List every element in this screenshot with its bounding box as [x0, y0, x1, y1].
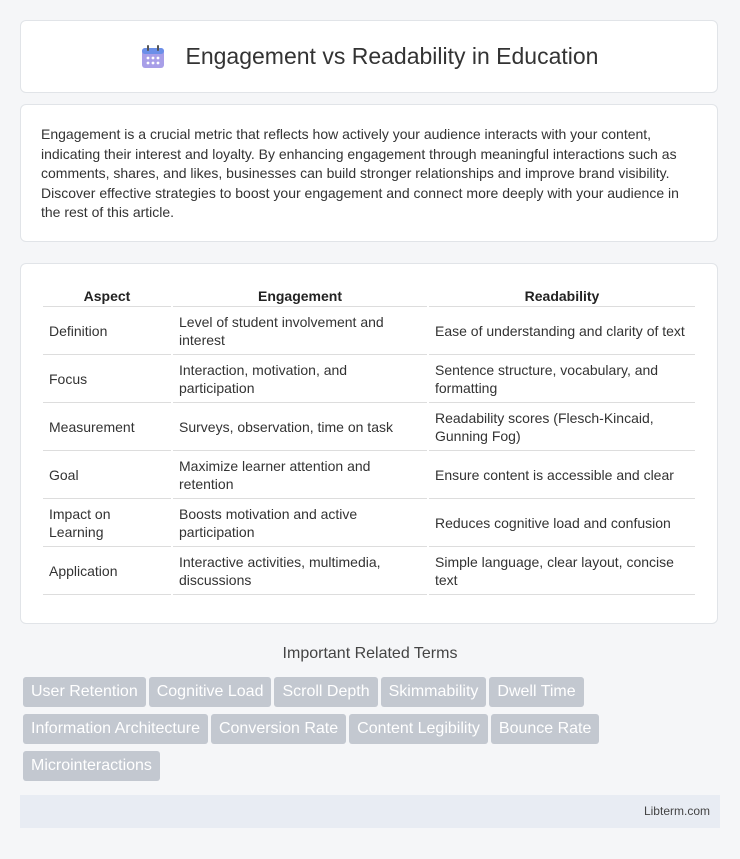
table-cell: Measurement	[43, 403, 171, 451]
table-cell: Application	[43, 547, 171, 595]
header-engagement: Engagement	[173, 284, 427, 307]
related-term-tag[interactable]: Dwell Time	[489, 677, 583, 707]
table-row	[43, 547, 695, 595]
calendar-icon	[140, 44, 166, 70]
header-readability: Readability	[429, 284, 695, 307]
table-row	[43, 451, 695, 499]
table-cell: Ease of understanding and clarity of text	[429, 307, 695, 355]
table-cell: Goal	[43, 451, 171, 499]
related-terms-list	[23, 677, 723, 788]
table-cell: Maximize learner attention and retention	[173, 451, 427, 499]
table-cell: Interactive activities, multimedia, discussions	[173, 547, 427, 595]
table-cell: Ensure content is accessible and clear	[429, 451, 695, 499]
page-title: Engagement vs Readability in Education	[185, 43, 599, 69]
related-term-tag[interactable]: Content Legibility	[349, 714, 488, 744]
header-aspect: Aspect	[43, 284, 171, 307]
intro-card	[20, 104, 718, 242]
table-row	[43, 499, 695, 547]
table-row	[43, 355, 695, 403]
footer-site-link[interactable]: Libterm.com	[643, 804, 710, 818]
table-cell: Sentence structure, vocabulary, and formatting	[429, 355, 695, 403]
table-cell: Readability scores (Flesch-Kincaid, Gunning Fog)	[429, 403, 695, 451]
table-cell: Focus	[43, 355, 171, 403]
table-cell: Definition	[43, 307, 171, 355]
table-cell: Level of student involvement and interest	[173, 307, 427, 355]
related-term-tag[interactable]: User Retention	[23, 677, 146, 707]
table-cell: Boosts motivation and active participation	[173, 499, 427, 547]
related-term-tag[interactable]: Information Architecture	[23, 714, 208, 744]
table-cell: Impact on Learning	[43, 499, 171, 547]
footer	[20, 795, 720, 828]
related-term-tag[interactable]: Scroll Depth	[274, 677, 377, 707]
related-term-tag[interactable]: Microinteractions	[23, 751, 160, 781]
related-terms-title: Important Related Terms	[282, 645, 458, 662]
table-row	[43, 403, 695, 451]
comparison-table	[41, 284, 697, 595]
table-cell: Surveys, observation, time on task	[173, 403, 427, 451]
table-cell: Simple language, clear layout, concise text	[429, 547, 695, 595]
related-term-tag[interactable]: Conversion Rate	[211, 714, 346, 744]
related-term-tag[interactable]: Bounce Rate	[491, 714, 600, 744]
table-cell: Reduces cognitive load and confusion	[429, 499, 695, 547]
table-header-row	[43, 284, 695, 307]
header-card	[20, 20, 718, 93]
related-term-tag[interactable]: Cognitive Load	[149, 677, 272, 707]
table-row	[43, 307, 695, 355]
comparison-table-card	[20, 263, 718, 624]
table-cell: Interaction, motivation, and participation	[173, 355, 427, 403]
intro-text: Engagement is a crucial metric that reflects how actively your audience interacts with your content, indicating their interest and loyalty. By enhancing engagement through meaningful interactions such as comments, shares, and likes, businesses can build stronger relationships and improve brand visibility. Discover effective strategies to boost your engagement and connect more deeply with your audience in the rest of this article.	[41, 126, 679, 220]
related-term-tag[interactable]: Skimmability	[381, 677, 487, 707]
